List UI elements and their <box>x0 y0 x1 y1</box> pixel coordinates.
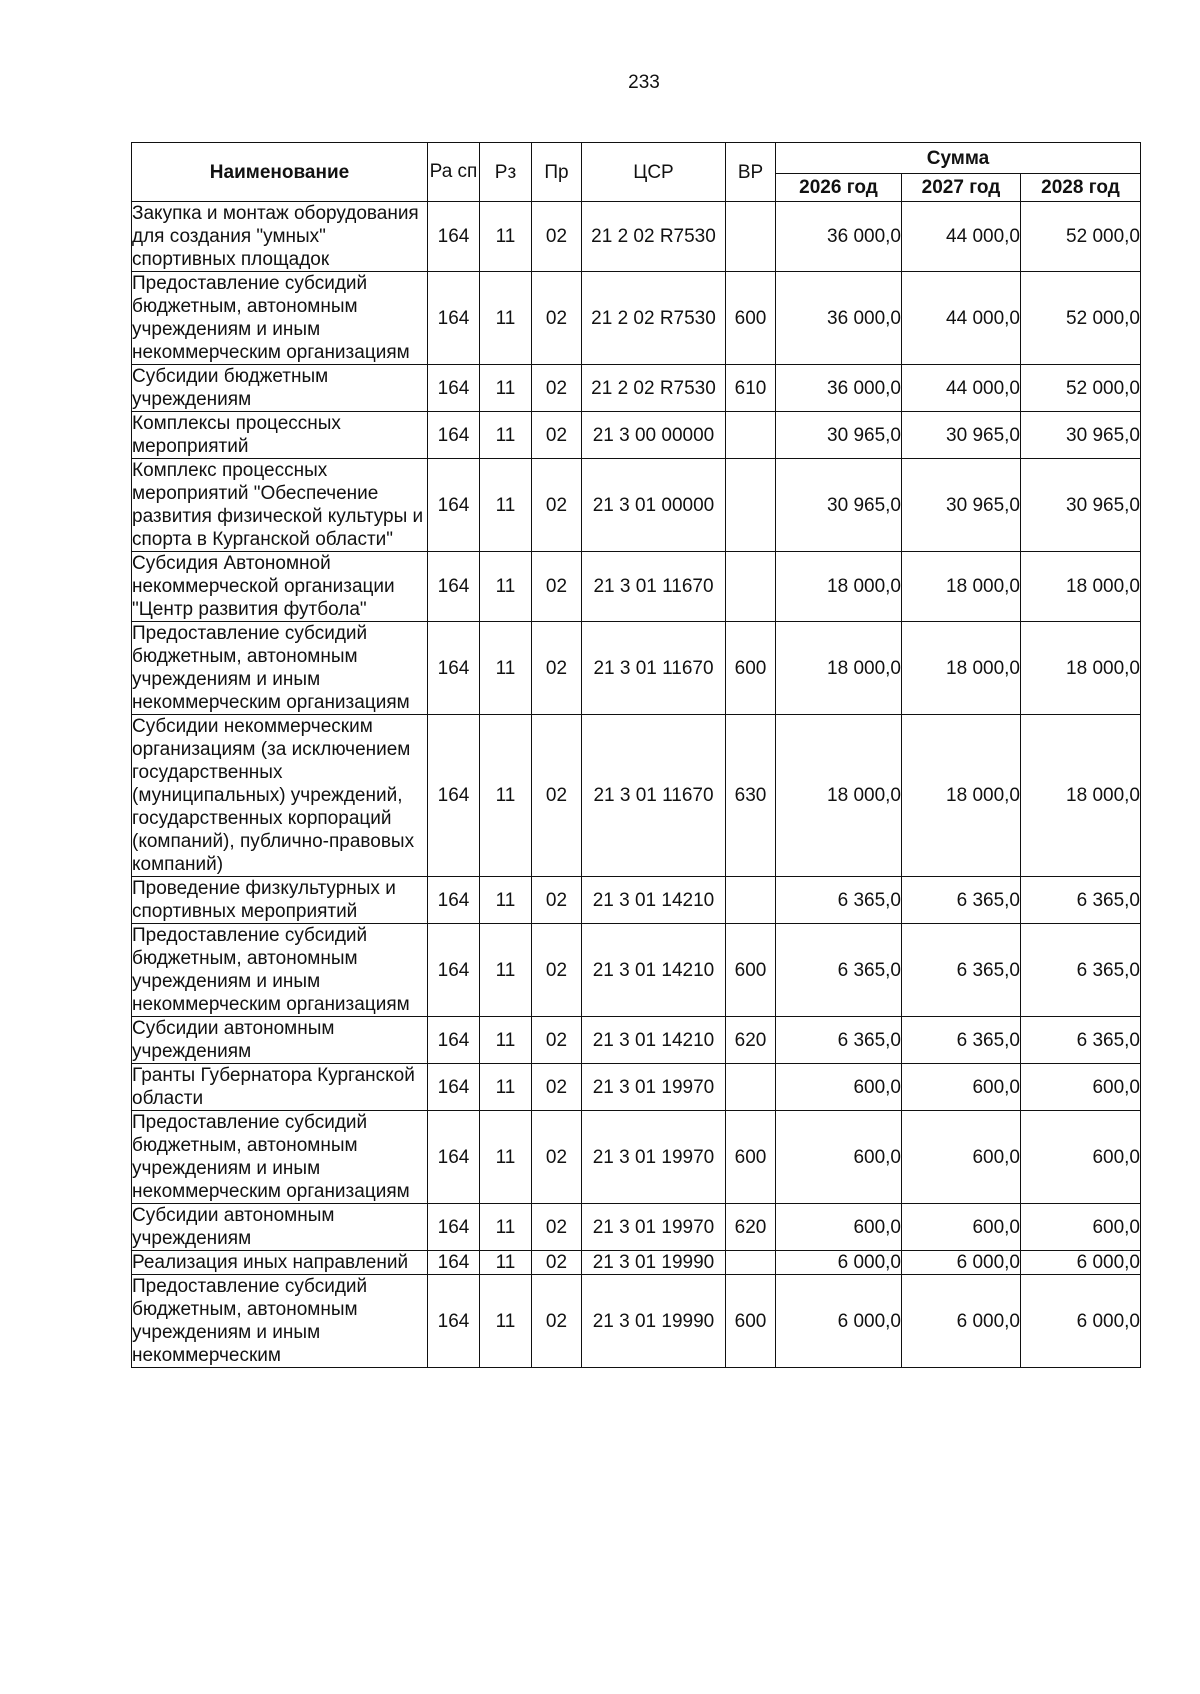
cell-sum-2026: 36 000,0 <box>776 202 902 272</box>
cell-name: Субсидии автономным учреждениям <box>132 1204 428 1251</box>
cell-vr <box>726 877 776 924</box>
cell-csr: 21 3 01 11670 <box>582 552 726 622</box>
cell-rasp: 164 <box>428 622 480 715</box>
cell-pr: 02 <box>532 1111 582 1204</box>
cell-rz: 11 <box>480 715 532 877</box>
cell-pr: 02 <box>532 459 582 552</box>
table-row <box>132 1111 1141 1204</box>
cell-pr: 02 <box>532 365 582 412</box>
cell-vr <box>726 1251 776 1275</box>
cell-sum-2028: 30 965,0 <box>1021 412 1141 459</box>
cell-name: Предоставление субсидий бюджетным, автономным учреждениям и иным некоммерческим организациям <box>132 272 428 365</box>
cell-sum-2027: 6 000,0 <box>902 1275 1021 1368</box>
cell-sum-2026: 18 000,0 <box>776 622 902 715</box>
cell-csr: 21 2 02 R7530 <box>582 202 726 272</box>
table-row <box>132 552 1141 622</box>
cell-sum-2028: 6 365,0 <box>1021 924 1141 1017</box>
cell-rz: 11 <box>480 622 532 715</box>
cell-rz: 11 <box>480 365 532 412</box>
page-number: 233 <box>628 72 660 93</box>
cell-csr: 21 3 01 19990 <box>582 1251 726 1275</box>
cell-vr: 600 <box>726 924 776 1017</box>
cell-csr: 21 3 01 11670 <box>582 715 726 877</box>
cell-rz: 11 <box>480 459 532 552</box>
cell-rz: 11 <box>480 1251 532 1275</box>
cell-pr: 02 <box>532 552 582 622</box>
cell-vr: 630 <box>726 715 776 877</box>
cell-sum-2026: 30 965,0 <box>776 412 902 459</box>
cell-rz: 11 <box>480 1017 532 1064</box>
cell-sum-2028: 600,0 <box>1021 1064 1141 1111</box>
cell-sum-2028: 52 000,0 <box>1021 202 1141 272</box>
cell-name: Предоставление субсидий бюджетным, автономным учреждениям и иным некоммерческим организациям <box>132 622 428 715</box>
table-row <box>132 715 1141 877</box>
table-row <box>132 924 1141 1017</box>
col-header-rasp: Ра сп <box>428 143 480 202</box>
cell-vr: 620 <box>726 1204 776 1251</box>
cell-sum-2027: 6 365,0 <box>902 877 1021 924</box>
cell-sum-2028: 6 000,0 <box>1021 1251 1141 1275</box>
table-row <box>132 1064 1141 1111</box>
col-header-year-2026: 2026 год <box>776 174 902 202</box>
cell-sum-2027: 600,0 <box>902 1111 1021 1204</box>
cell-pr: 02 <box>532 1204 582 1251</box>
cell-sum-2027: 6 000,0 <box>902 1251 1021 1275</box>
cell-name: Субсидия Автономной некоммерческой организации "Центр развития футбола" <box>132 552 428 622</box>
cell-sum-2026: 18 000,0 <box>776 715 902 877</box>
cell-csr: 21 3 01 19970 <box>582 1204 726 1251</box>
table-row <box>132 1251 1141 1275</box>
col-header-csr: ЦСР <box>582 143 726 202</box>
cell-name: Закупка и монтаж оборудования для создания "умных" спортивных площадок <box>132 202 428 272</box>
cell-rasp: 164 <box>428 412 480 459</box>
cell-rz: 11 <box>480 552 532 622</box>
col-header-pr: Пр <box>532 143 582 202</box>
cell-rz: 11 <box>480 1275 532 1368</box>
cell-sum-2028: 6 365,0 <box>1021 1017 1141 1064</box>
col-header-name: Наименование <box>132 143 428 202</box>
col-header-year-2028: 2028 год <box>1021 174 1141 202</box>
cell-name: Комплекс процессных мероприятий "Обеспечение развития физической культуры и спорта в Курганской области" <box>132 459 428 552</box>
cell-vr <box>726 552 776 622</box>
cell-name: Предоставление субсидий бюджетным, автономным учреждениям и иным некоммерческим <box>132 1275 428 1368</box>
cell-rasp: 164 <box>428 1251 480 1275</box>
cell-vr <box>726 459 776 552</box>
cell-sum-2028: 6 000,0 <box>1021 1275 1141 1368</box>
table-row <box>132 1204 1141 1251</box>
cell-rz: 11 <box>480 877 532 924</box>
cell-sum-2027: 600,0 <box>902 1204 1021 1251</box>
cell-sum-2026: 6 000,0 <box>776 1251 902 1275</box>
cell-csr: 21 3 01 14210 <box>582 877 726 924</box>
header-row <box>132 143 1141 174</box>
cell-name: Субсидии автономным учреждениям <box>132 1017 428 1064</box>
cell-csr: 21 3 01 19990 <box>582 1275 726 1368</box>
cell-vr: 610 <box>726 365 776 412</box>
cell-pr: 02 <box>532 412 582 459</box>
table-row <box>132 877 1141 924</box>
cell-name: Предоставление субсидий бюджетным, автономным учреждениям и иным некоммерческим организациям <box>132 924 428 1017</box>
cell-name: Субсидии некоммерческим организациям (за исключением государственных (муниципальных) учреждений, государственных корпораций (компаний), публично-правовых компаний) <box>132 715 428 877</box>
cell-sum-2026: 6 365,0 <box>776 877 902 924</box>
cell-sum-2027: 6 365,0 <box>902 924 1021 1017</box>
cell-rasp: 164 <box>428 1111 480 1204</box>
cell-sum-2028: 600,0 <box>1021 1111 1141 1204</box>
cell-name: Проведение физкультурных и спортивных мероприятий <box>132 877 428 924</box>
table-row <box>132 365 1141 412</box>
cell-rasp: 164 <box>428 1064 480 1111</box>
col-header-year-2027: 2027 год <box>902 174 1021 202</box>
cell-name: Комплексы процессных мероприятий <box>132 412 428 459</box>
cell-csr: 21 3 01 14210 <box>582 1017 726 1064</box>
cell-sum-2027: 18 000,0 <box>902 622 1021 715</box>
cell-vr: 620 <box>726 1017 776 1064</box>
cell-vr: 600 <box>726 1275 776 1368</box>
cell-sum-2026: 600,0 <box>776 1204 902 1251</box>
cell-rz: 11 <box>480 924 532 1017</box>
cell-sum-2027: 6 365,0 <box>902 1017 1021 1064</box>
cell-sum-2026: 600,0 <box>776 1064 902 1111</box>
col-header-sum: Сумма <box>776 143 1141 174</box>
cell-sum-2028: 30 965,0 <box>1021 459 1141 552</box>
cell-csr: 21 3 01 00000 <box>582 459 726 552</box>
budget-table <box>131 142 1141 1368</box>
table-row <box>132 202 1141 272</box>
table-row <box>132 1017 1141 1064</box>
cell-pr: 02 <box>532 1017 582 1064</box>
cell-rasp: 164 <box>428 1275 480 1368</box>
cell-sum-2028: 600,0 <box>1021 1204 1141 1251</box>
cell-pr: 02 <box>532 202 582 272</box>
cell-sum-2028: 52 000,0 <box>1021 365 1141 412</box>
cell-sum-2026: 18 000,0 <box>776 552 902 622</box>
table-row <box>132 622 1141 715</box>
cell-csr: 21 2 02 R7530 <box>582 272 726 365</box>
col-header-vr: ВР <box>726 143 776 202</box>
cell-sum-2028: 6 365,0 <box>1021 877 1141 924</box>
cell-rasp: 164 <box>428 202 480 272</box>
cell-sum-2026: 36 000,0 <box>776 365 902 412</box>
cell-sum-2026: 6 000,0 <box>776 1275 902 1368</box>
cell-csr: 21 3 00 00000 <box>582 412 726 459</box>
cell-vr: 600 <box>726 622 776 715</box>
cell-sum-2028: 52 000,0 <box>1021 272 1141 365</box>
cell-sum-2027: 600,0 <box>902 1064 1021 1111</box>
cell-rasp: 164 <box>428 272 480 365</box>
cell-sum-2027: 18 000,0 <box>902 715 1021 877</box>
cell-sum-2027: 44 000,0 <box>902 365 1021 412</box>
cell-rasp: 164 <box>428 1204 480 1251</box>
cell-pr: 02 <box>532 715 582 877</box>
cell-rasp: 164 <box>428 715 480 877</box>
col-header-rz: Рз <box>480 143 532 202</box>
table-body <box>132 202 1141 1368</box>
cell-pr: 02 <box>532 1064 582 1111</box>
cell-sum-2027: 30 965,0 <box>902 412 1021 459</box>
cell-pr: 02 <box>532 272 582 365</box>
cell-sum-2026: 36 000,0 <box>776 272 902 365</box>
cell-csr: 21 3 01 19970 <box>582 1111 726 1204</box>
cell-name: Субсидии бюджетным учреждениям <box>132 365 428 412</box>
cell-rz: 11 <box>480 202 532 272</box>
cell-vr <box>726 412 776 459</box>
cell-rasp: 164 <box>428 552 480 622</box>
cell-rasp: 164 <box>428 365 480 412</box>
cell-sum-2026: 6 365,0 <box>776 1017 902 1064</box>
cell-vr <box>726 1064 776 1111</box>
cell-vr: 600 <box>726 272 776 365</box>
cell-pr: 02 <box>532 1251 582 1275</box>
cell-sum-2027: 44 000,0 <box>902 202 1021 272</box>
cell-pr: 02 <box>532 924 582 1017</box>
cell-sum-2028: 18 000,0 <box>1021 715 1141 877</box>
cell-rz: 11 <box>480 412 532 459</box>
cell-vr <box>726 202 776 272</box>
cell-sum-2028: 18 000,0 <box>1021 552 1141 622</box>
cell-sum-2027: 44 000,0 <box>902 272 1021 365</box>
cell-sum-2027: 30 965,0 <box>902 459 1021 552</box>
cell-csr: 21 2 02 R7530 <box>582 365 726 412</box>
cell-pr: 02 <box>532 622 582 715</box>
cell-rasp: 164 <box>428 877 480 924</box>
cell-pr: 02 <box>532 877 582 924</box>
cell-rasp: 164 <box>428 459 480 552</box>
cell-sum-2028: 18 000,0 <box>1021 622 1141 715</box>
cell-vr: 600 <box>726 1111 776 1204</box>
cell-rasp: 164 <box>428 1017 480 1064</box>
cell-sum-2026: 600,0 <box>776 1111 902 1204</box>
cell-rasp: 164 <box>428 924 480 1017</box>
cell-rz: 11 <box>480 1111 532 1204</box>
cell-rz: 11 <box>480 272 532 365</box>
cell-name: Гранты Губернатора Курганской области <box>132 1064 428 1111</box>
cell-rz: 11 <box>480 1064 532 1111</box>
cell-csr: 21 3 01 19970 <box>582 1064 726 1111</box>
cell-name: Реализация иных направлений <box>132 1251 428 1275</box>
cell-rz: 11 <box>480 1204 532 1251</box>
cell-sum-2026: 6 365,0 <box>776 924 902 1017</box>
cell-pr: 02 <box>532 1275 582 1368</box>
cell-csr: 21 3 01 14210 <box>582 924 726 1017</box>
table-row <box>132 412 1141 459</box>
cell-name: Предоставление субсидий бюджетным, автономным учреждениям и иным некоммерческим организациям <box>132 1111 428 1204</box>
table-row <box>132 1275 1141 1368</box>
table-row <box>132 459 1141 552</box>
cell-sum-2027: 18 000,0 <box>902 552 1021 622</box>
table-row <box>132 272 1141 365</box>
cell-sum-2026: 30 965,0 <box>776 459 902 552</box>
cell-csr: 21 3 01 11670 <box>582 622 726 715</box>
